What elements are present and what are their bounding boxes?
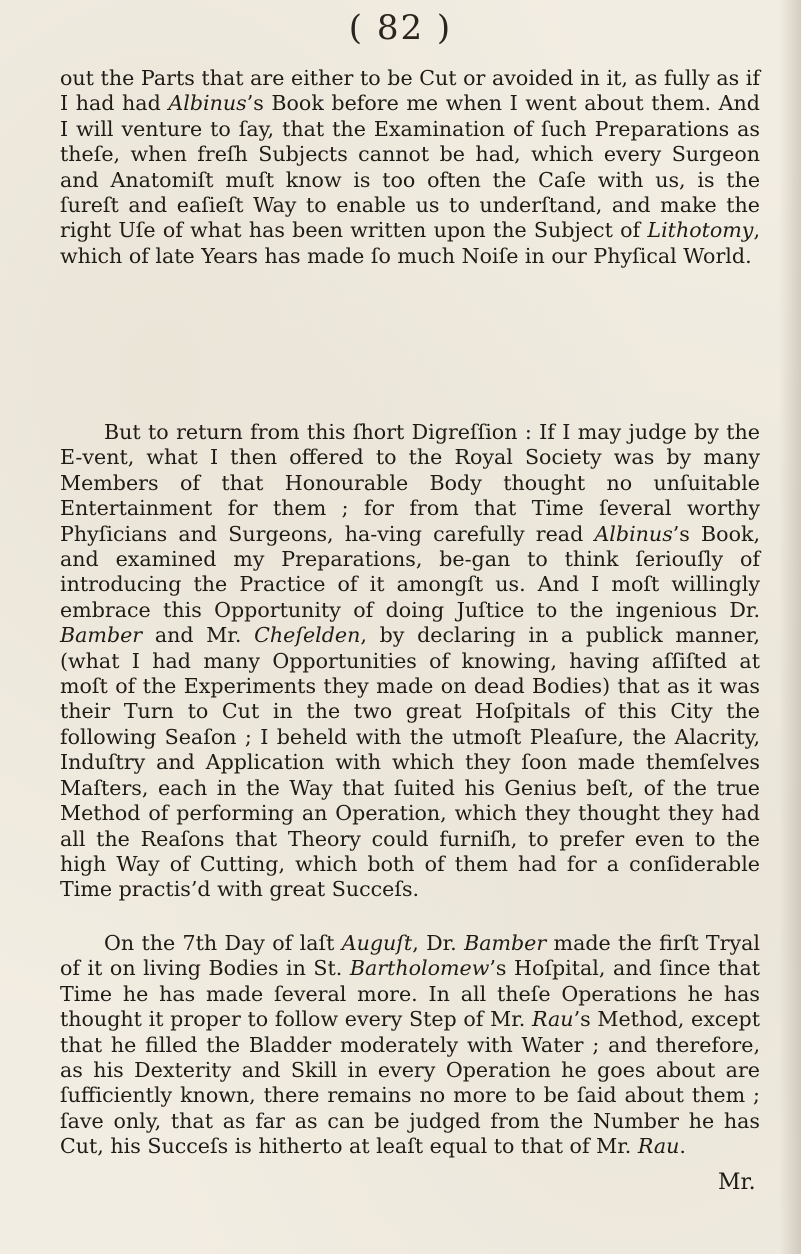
italic-run: Bamber — [60, 623, 143, 648]
text-run: , which of late Years has made ſo much Noiſe in our Phyſical World. — [60, 218, 760, 268]
text-run: ’s Hoſpital, and ſince that Time he has made ſeveral more. In all theſe Operations he has thought it proper to follow every Step of Mr. — [60, 956, 760, 1032]
italic-run: Bartholomew — [349, 956, 490, 981]
italic-run: Rau — [637, 1134, 680, 1159]
text-run: . — [679, 1134, 686, 1159]
italic-run: Albinus — [168, 91, 247, 116]
text-run: made the firſt Tryal of it on living Bodies in St. — [60, 931, 761, 981]
paragraph-1 — [60, 66, 760, 269]
paragraph-2 — [60, 420, 760, 903]
italic-run: Rau — [532, 1007, 574, 1032]
text-run: , Dr. — [412, 931, 465, 955]
text-run: ’s Method, except that he filled the Bladder moderately with Water ; and therefore, as his Dexterity and Skill in every Operation he goes about are ſufficiently known, there remains no more to be ſaid about them ; ſave only, that as far as can be judged from the Number he has Cut, his Succeſs is hitherto at leaſt equal to that of Mr. — [60, 1007, 760, 1159]
text-run: But to return from this ſhort Digreſſion : If I may judge by the E-vent, what I then offered to the Royal Society was by many Members of that Honourable Body thought no unſuitable Entertainment for them ; for from that Time ſeveral worthy Phyſicians and Surgeons, ha-ving carefully read — [60, 420, 760, 546]
text-run: ’s Book, and examined my Preparations, be-gan to think ſeriouſly of introducing the Practice of it amongſt us. And I moſt willingly embrace this Opportunity of doing Juſtice to the ingenious Dr. — [60, 521, 760, 622]
text-run: out the Parts that are either to be Cut or avoided in it, as fully as if I had had — [60, 66, 760, 116]
italic-run: Albinus — [594, 521, 673, 546]
page-edge-shadow — [779, 0, 801, 1254]
text-run: On the 7th Day of laſt — [104, 931, 342, 955]
text-run: ’s Book before me when I went about them. And I will venture to ſay, that the Examination of ſuch Preparations as theſe, when freſh Subjects cannot be had, which every Surgeon and Anatomiſt muſt know is too often the Caſe with us, is the ſureſt and eaſieſt Way to enable us to underſtand, and make the right Uſe of what has been written upon the Subject of — [60, 91, 760, 243]
paragraph-3 — [60, 931, 760, 1160]
italic-run: Auguſt — [341, 931, 413, 955]
page-number: ( 82 ) — [348, 8, 453, 48]
text-run: and Mr. — [142, 623, 255, 648]
italic-run: Cheſelden — [254, 623, 361, 648]
italic-run: Bamber — [464, 931, 547, 955]
italic-run: Lithotomy — [647, 218, 754, 243]
catchword: Mr. — [718, 1170, 756, 1195]
text-run: , by declaring in a publick manner, (what I had many Opportunities of knowing, having aſſiſted at moſt of the Experiments they made on dead Bodies) that as it was their Turn to Cut in the two great Hoſpitals of this City the following Seaſon ; I beheld with the utmoſt Pleaſure, the Alacrity, Induſtry and Application with which they ſoon made themſelves Maſters, each in the Way that ſuited his Genius beſt, of the true Method of performing an Operation, which they thought they had all the Reaſons that Theory could furniſh, to prefer even to the high Way of Cutting, which both of them had for a conſiderable Time practis’d with great Succeſs. — [60, 623, 761, 902]
